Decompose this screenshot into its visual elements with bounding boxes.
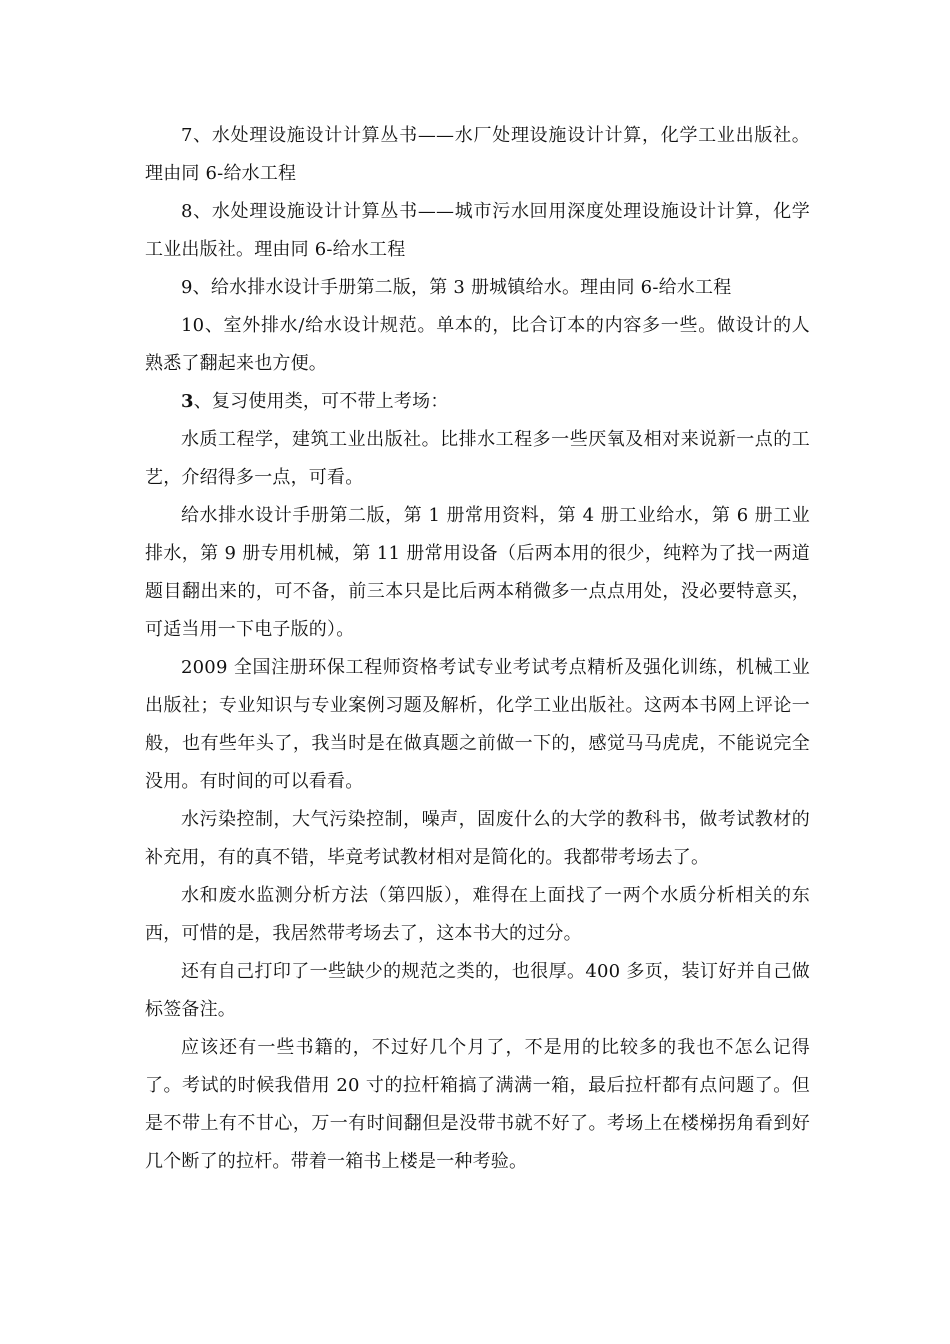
section-heading bbox=[145, 383, 810, 421]
document-body bbox=[145, 117, 810, 1181]
paragraph-item-7: 7、水处理设施设计计算丛书——水厂处理设施设计计算，化学工业出版社。理由同 6-给水工程 bbox=[145, 125, 810, 184]
paragraph-item-9: 9、给水排水设计手册第二版，第 3 册城镇给水。理由同 6-给水工程 bbox=[181, 277, 732, 298]
paragraph-printed-codes: 还有自己打印了一些缺少的规范之类的，也很厚。400 多页，装订好并自己做标签备注。 bbox=[145, 961, 810, 1020]
paragraph-monitoring-methods: 水和废水监测分析方法（第四版），难得在上面找了一两个水质分析相关的东西，可惜的是，我居然带考场去了，这本书大的过分。 bbox=[145, 885, 810, 944]
paragraph-exam-guide: 2009 全国注册环保工程师资格考试专业考试考点精析及强化训练，机械工业出版社；专业知识与专业案例习题及解析，化学工业出版社。这两本书网上评论一般，也有些年头了，我当时是在做真题之前做一下的，感觉马马虎虎，不能说完全没用。有时间的可以看看。 bbox=[145, 657, 810, 792]
paragraph-item-8: 8、水处理设施设计计算丛书——城市污水回用深度处理设施设计计算，化学工业出版社。理由同 6-给水工程 bbox=[145, 201, 810, 260]
paragraph-water-quality: 水质工程学，建筑工业出版社。比排水工程多一些厌氧及相对来说新一点的工艺，介绍得多一点，可看。 bbox=[145, 429, 810, 488]
paragraph-design-manual: 给水排水设计手册第二版，第 1 册常用资料，第 4 册工业给水，第 6 册工业排水，第 9 册专用机械，第 11 册常用设备（后两本用的很少，纯粹为了找一两道题目翻出来的，可不备，前三本只是比后两本稍微多一点点用处，没必要特意买，可适当用一下电子版的）。 bbox=[145, 505, 810, 640]
paragraph-textbooks: 水污染控制，大气污染控制，噪声，固废什么的大学的教科书，做考试教材的补充用，有的真不错，毕竟考试教材相对是简化的。我都带考场去了。 bbox=[145, 809, 810, 868]
section-number: 3 bbox=[181, 391, 194, 412]
paragraph-item-10: 10、室外排水/给水设计规范。单本的，比合订本的内容多一些。做设计的人熟悉了翻起来也方便。 bbox=[145, 315, 810, 374]
section-heading-text: 、复习使用类，可不带上考场： bbox=[193, 391, 449, 412]
paragraph-closing: 应该还有一些书籍的，不过好几个月了，不是用的比较多的我也不怎么记得了。考试的时候我借用 20 寸的拉杆箱搞了满满一箱，最后拉杆都有点问题了。但是不带上有不甘心，万一有时间翻但是没带书就不好了。考场上在楼梯拐角看到好几个断了的拉杆。带着一箱书上楼是一种考验。 bbox=[145, 1037, 810, 1172]
